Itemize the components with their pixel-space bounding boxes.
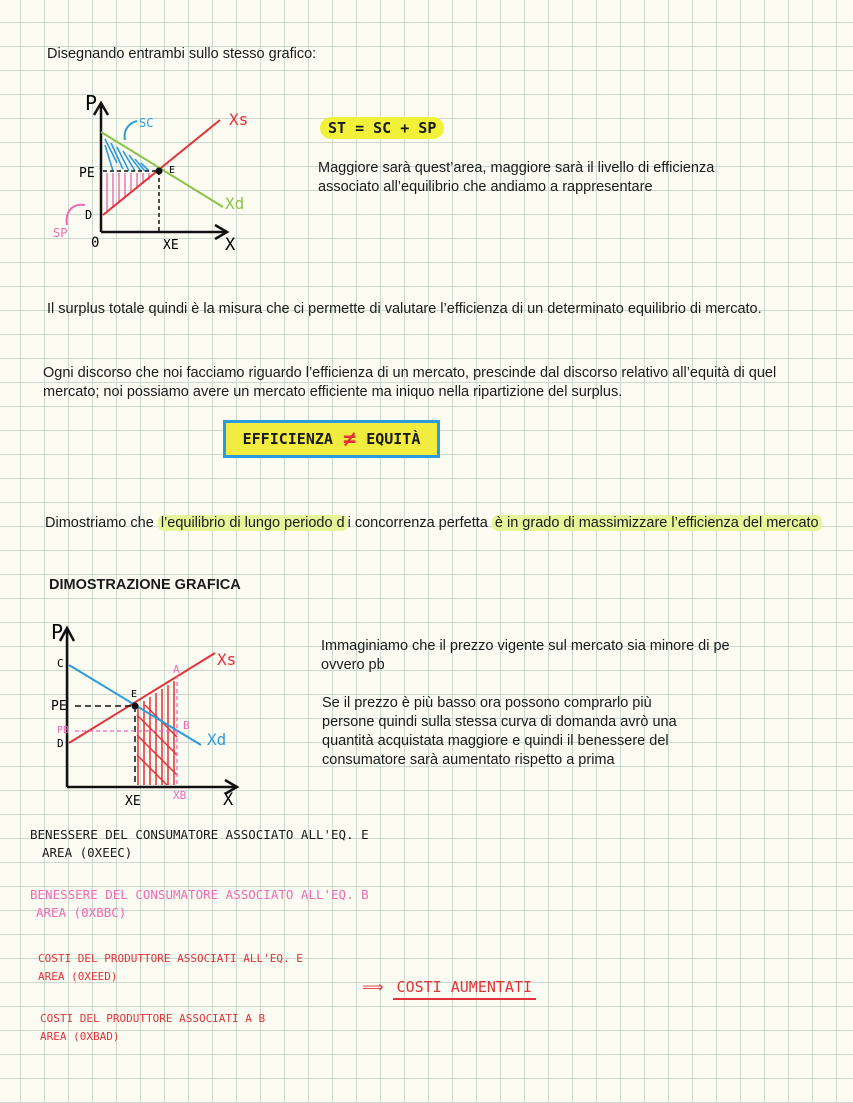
supply-curve [103,120,220,215]
note-2-line-2: AREA (0XBBC) [36,905,127,920]
c-label: C [57,657,64,670]
surplus-graph [45,85,325,285]
p-axis-label: P [51,620,64,644]
demo-paragraph [45,514,825,533]
note-4-line-1: COSTI DEL PRODUTTORE ASSOCIATI A B [40,1012,266,1025]
pb-label: PB [57,725,70,736]
demo-part2: i concorrenza perfetta [347,515,492,531]
not-equal-icon: ≠ [342,426,357,452]
xe-label: XE [163,238,179,253]
demo-part1: Dimostriamo che [45,515,158,531]
demo-highlight-2: è in grado di massimizzare l’efficienza del mercato [492,515,822,531]
note-3-line-1: COSTI DEL PRODUTTORE ASSOCIATI ALL'EQ. E [38,952,303,965]
sp-label: SP [53,226,68,240]
note-producer-eq-e [38,950,303,986]
lower-price-paragraph: Se il prezzo è più basso ora possono comprarlo più persone quindi sulla stessa curva di domanda avrò una quantità acquistata maggiore e quindi il benessere del consumatore sarà aumentato rispetto a prima [322,695,677,768]
note-1-line-2: AREA (0XEEC) [42,845,133,860]
note-consumer-eq-e [30,826,369,862]
note-2-line-1: BENESSERE DEL CONSUMATORE ASSOCIATO ALL'EQ. B [30,887,369,902]
pe-label: PE [51,699,67,714]
demand-label: Xd [225,194,245,213]
a-label: A [173,663,180,676]
equilibrium-point [132,703,139,710]
note-1-line-1: BENESSERE DEL CONSUMATORE ASSOCIATO ALL'EQ. E [30,827,369,842]
implies-arrow-icon: ⟹ [362,978,384,996]
intro-text: Disegnando entrambi sullo stesso grafico: [47,46,317,62]
x-axis-label: X [223,790,234,810]
b-label: B [183,719,190,732]
note-3-line-2: AREA (0XEED) [38,970,118,983]
conclusion-note [362,978,536,996]
conclusion-text: COSTI AUMENTATI [393,978,536,1000]
x-axis-label: X [225,235,236,255]
demand-label: Xd [207,730,227,749]
xb-label: XB [173,789,187,802]
area-note: Maggiore sarà quest’area, maggiore sarà il livello di efficienza associato all’equilibrio che andiamo a rappresentare [318,160,715,195]
imagine-paragraph: Immaginiamo che il prezzo vigente sul mercato sia minore di pe ovvero pb [321,638,730,673]
d-label: D [57,737,64,750]
note-producer-b [40,1010,265,1046]
equity-paragraph: Ogni discorso che noi facciamo riguardo l’efficienza di un mercato, prescinde dal discorso relativo all’equità di quel mercato; noi possiamo avere un mercato efficiente ma iniquo nella ripartizione del surplus. [43,365,777,400]
e-label: E [131,689,138,700]
supply-curve [69,653,215,743]
d-label: D [85,208,93,222]
note-consumer-eq-b [30,886,369,922]
pe-label: PE [79,166,95,181]
p-axis-label: P [85,91,98,115]
e-label: E [169,165,176,176]
surplus-paragraph: Il surplus totale quindi è la misura che ci permette di valutare l’efficienza di un determinato equilibrio di mercato. [47,301,762,317]
supply-label: Xs [229,110,249,129]
supply-label: Xs [217,650,237,669]
section-title: DIMOSTRAZIONE GRAFICA [49,577,241,593]
efficiency-equity-box [223,420,440,458]
note-4-line-2: AREA (0XBAD) [40,1030,120,1043]
demo-highlight-1: l’equilibrio di lungo periodo d [158,515,348,531]
efficiency-word: EFFICIENZA [242,430,333,448]
xe-label: XE [125,794,141,809]
equity-word: EQUITÀ [366,430,421,448]
total-surplus-formula: ST = SC + SP [320,117,444,139]
efficiency-graph [45,615,285,815]
equilibrium-point [156,168,163,175]
origin-label: 0 [91,235,100,251]
sc-label: SC [139,116,154,130]
